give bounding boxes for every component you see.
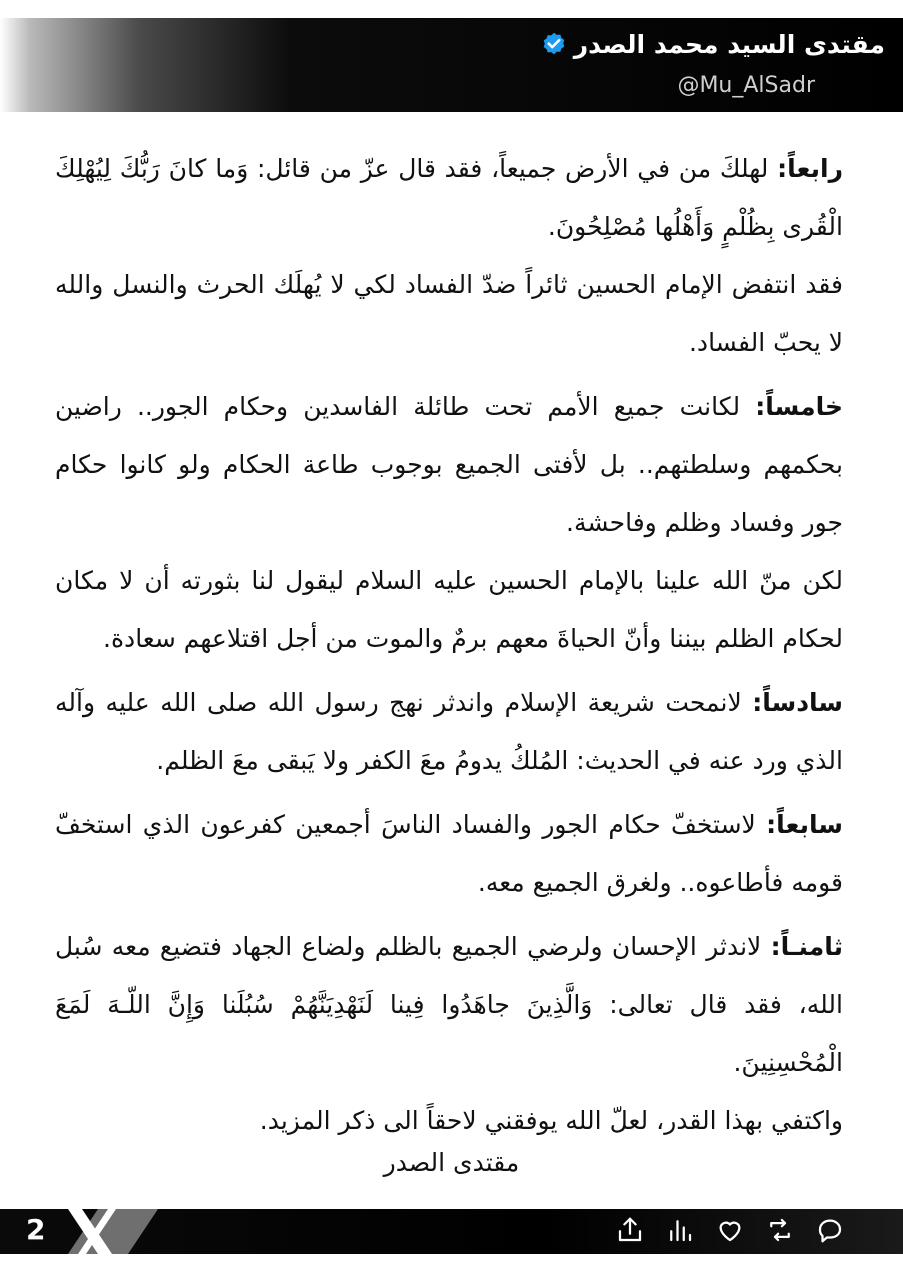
paragraph-text: لكانت جميع الأمم تحت طائلة الفاسدين وحكام الجور.. راضين بحكمهم وسلطتهم.. بل لأفتى الجميع بوجوب طاعة الحكام ولو كانوا حكام جور وفساد وظلم وفاحشة. — [55, 392, 843, 537]
verified-badge-icon — [540, 31, 568, 59]
account-handle[interactable]: @Mu_AlSadr — [677, 73, 815, 98]
paragraph-text: لهلكَ من في الأرض جميعاً، فقد قال عزّ من قائل: وَما كانَ رَبُّكَ لِيُهْلِكَ الْقُرى بِظُلْمٍ وَأَهْلُها مُصْلِحُونَ. — [55, 154, 843, 241]
paragraph-6 — [55, 674, 843, 790]
post-body — [55, 140, 843, 1150]
paragraph-5-continued — [55, 552, 843, 668]
post-footer — [0, 1209, 903, 1254]
page-number: 2 — [26, 1213, 46, 1246]
closing-paragraph — [55, 1092, 843, 1150]
paragraph-lead: سابعاً: — [766, 810, 843, 839]
paragraph-text: واكتفي بهذا القدر، لعلّ الله يوفقني لاحقاً الى ذكر المزيد. — [259, 1106, 843, 1135]
paragraph-text: لاستخفّ حكام الجور والفساد الناسَ أجمعين كفرعون الذي استخفّ قومه فأطاعوه.. ولغرق الجميع معه. — [55, 810, 843, 897]
reply-icon[interactable] — [815, 1215, 845, 1245]
views-icon[interactable] — [665, 1215, 695, 1245]
paragraph-lead: سادساً: — [752, 688, 843, 717]
signature: مقتدى الصدر — [383, 1148, 520, 1177]
heart-icon[interactable] — [715, 1215, 745, 1245]
paragraph-text: لكن منّ الله علينا بالإمام الحسين عليه السلام ليقول لنا بثورته أن لا مكان لحكام الظلم بيننا وأنّ الحياةَ معهم برمٌ والموت من أجل اقتلاعهم سعادة. — [55, 566, 843, 653]
paragraph-text: لانمحت شريعة الإسلام واندثر نهج رسول الله صلى الله عليه وآله الذي ورد عنه في الحديث: المُلكُ يدومُ معَ الكفر ولا يَبقى معَ الظلم. — [55, 688, 843, 775]
account-name-row[interactable] — [540, 30, 885, 59]
paragraph-lead: رابعاً: — [777, 154, 843, 183]
share-icon[interactable] — [615, 1215, 645, 1245]
paragraph-lead: خامساً: — [755, 392, 843, 421]
paragraph-text: فقد انتفض الإمام الحسين ثائراً ضدّ الفساد لكي لا يُهلَك الحرث والنسل والله لا يحبّ الفساد. — [55, 270, 843, 357]
post-header — [0, 18, 903, 112]
account-name[interactable]: مقتدى السيد محمد الصدر — [573, 30, 885, 59]
paragraph-text: لاندثر الإحسان ولرضي الجميع بالظلم ولضاع الجهاد فتضيع معه سُبل الله، فقد قال تعالى: وَالَّذِينَ جاهَدُوا فِينا لَنَهْدِيَنَّهُمْ سُبُلَنا وَإِنَّ اللّـهَ لَمَعَ الْمُحْسِنِينَ. — [55, 932, 843, 1077]
paragraph-8 — [55, 918, 843, 1092]
paragraph-5 — [55, 378, 843, 552]
paragraph-4 — [55, 140, 843, 256]
x-logo-icon — [68, 1209, 158, 1254]
paragraph-7 — [55, 796, 843, 912]
repost-icon[interactable] — [765, 1215, 795, 1245]
paragraph-lead: ثامنـاً: — [770, 932, 843, 961]
action-bar — [615, 1215, 845, 1245]
paragraph-4-continued — [55, 256, 843, 372]
